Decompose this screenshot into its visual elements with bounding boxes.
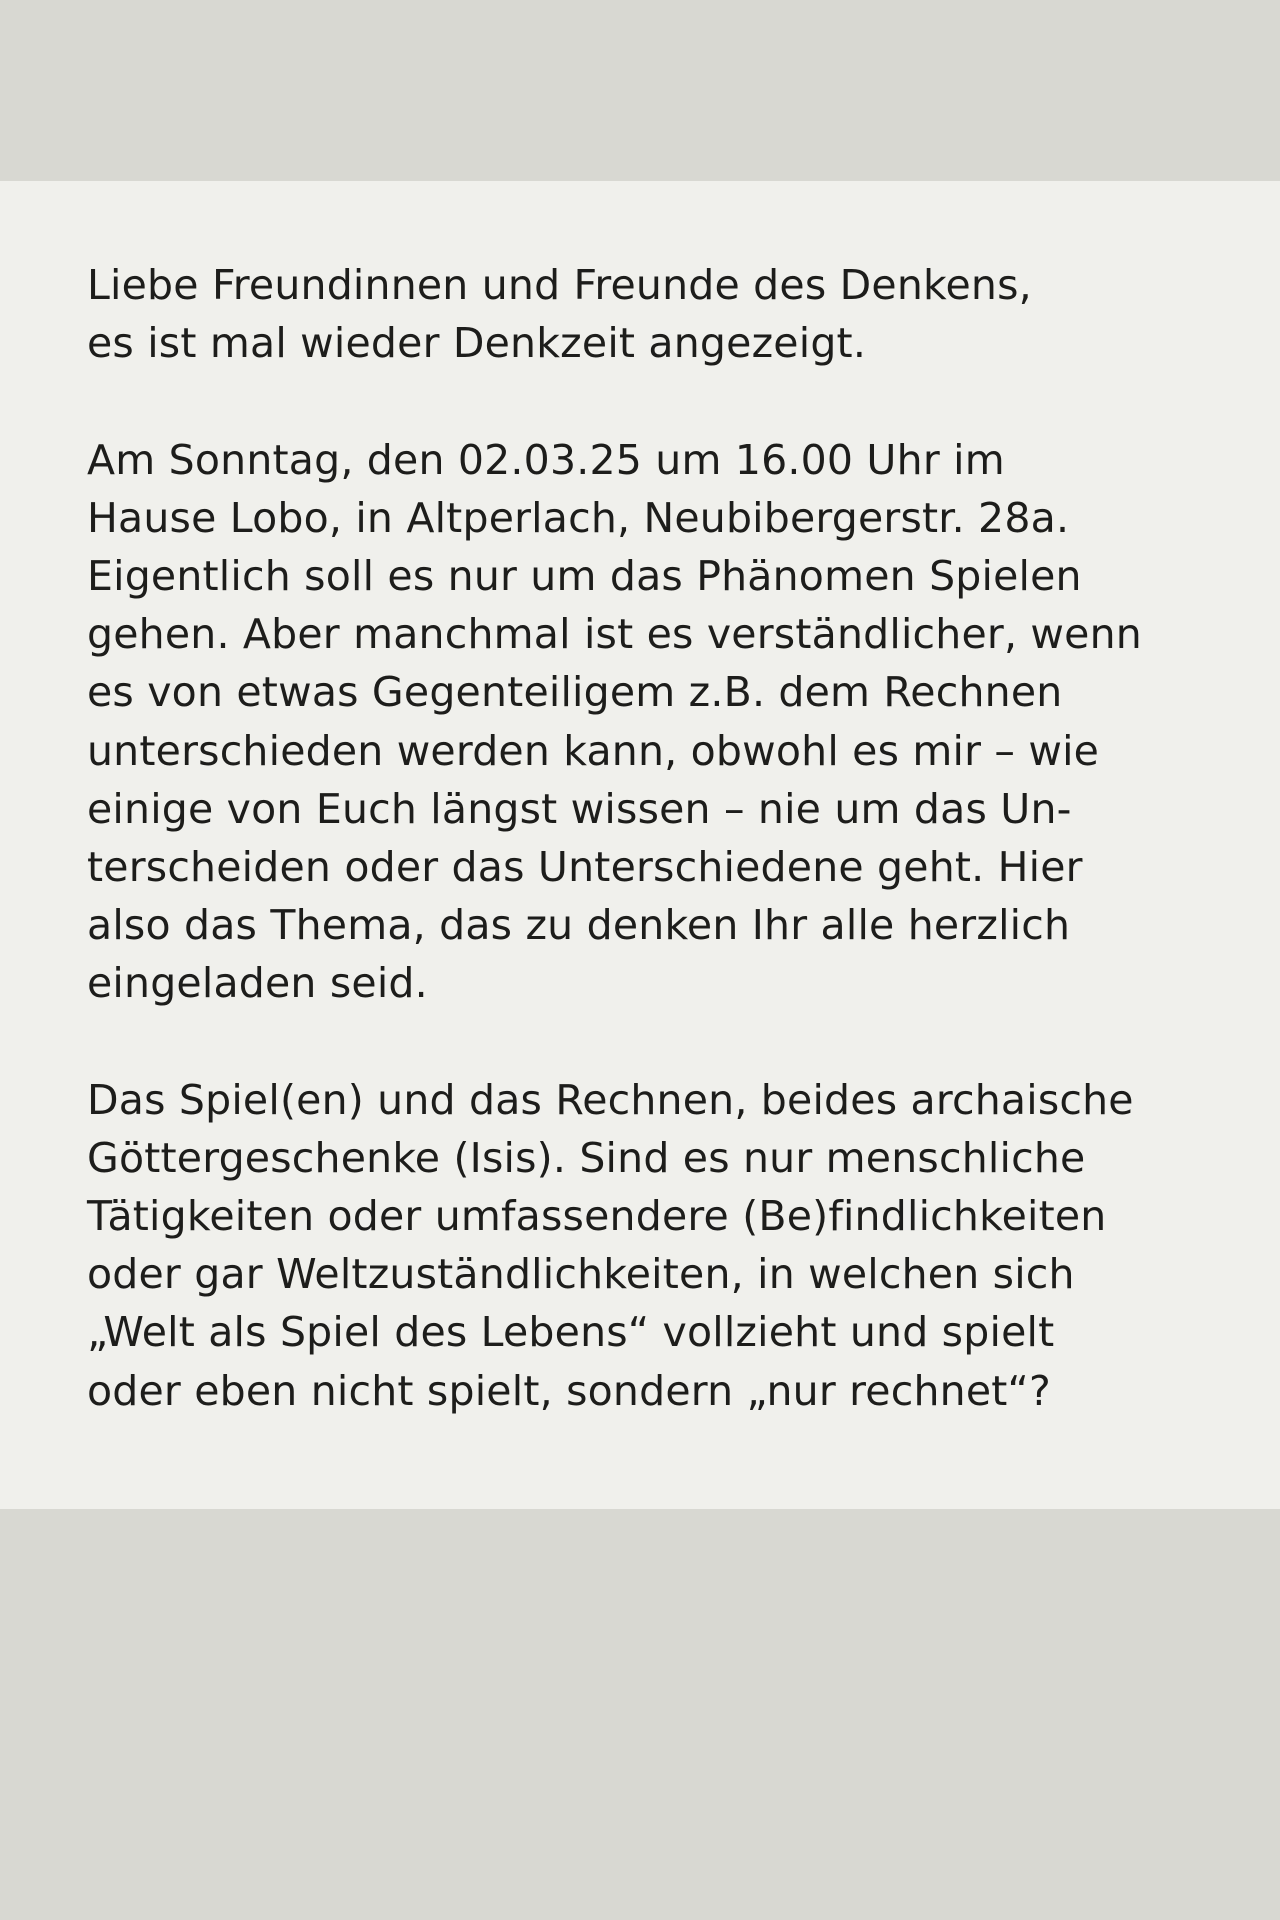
text-line: „Welt als Spiel des Lebens“ vollzieht und spielt — [87, 1308, 1055, 1357]
text-line: Eigentlich soll es nur um das Phänomen Spielen — [87, 551, 1082, 600]
text-line: also das Thema, das zu denken Ihr alle herzlich — [87, 901, 1071, 950]
text-line: Tätigkeiten oder umfassendere (Be)findlichkeiten — [87, 1192, 1107, 1240]
text-line: es von etwas Gegenteiligem z.B. dem Rechnen — [87, 668, 1063, 717]
topic-paragraph — [87, 1071, 1237, 1420]
text-line: gehen. Aber manchmal ist es verständlicher, wenn — [87, 610, 1142, 659]
text-line: unterschieden werden kann, obwohl es mir – wie — [87, 726, 1100, 775]
text-line: Göttergeschenke (Isis). Sind es nur menschliche — [87, 1133, 1086, 1182]
text-line: es ist mal wieder Denkzeit angezeigt. — [87, 319, 867, 368]
text-line: terscheiden oder das Unterschiedene geht. Hier — [87, 842, 1083, 891]
text-line: Liebe Freundinnen und Freunde des Denkens, — [87, 261, 1032, 309]
text-line: oder eben nicht spielt, sondern „nur rechnet“? — [87, 1366, 1051, 1415]
text-line: Am Sonntag, den 02.03.25 um 16.00 Uhr im — [87, 435, 1005, 484]
text-line: Hause Lobo, in Altperlach, Neubibergerstr. 28a. — [87, 493, 1070, 542]
text-line: oder gar Weltzuständlichkeiten, in welchen sich — [87, 1250, 1075, 1299]
text-line: Das Spiel(en) und das Rechnen, beides archaische — [87, 1075, 1134, 1124]
text-line: eingeladen seid. — [87, 959, 428, 1008]
text-line: einige von Euch längst wissen – nie um das Un- — [87, 784, 1072, 833]
greeting-paragraph — [87, 256, 1237, 372]
event-details-paragraph — [87, 431, 1237, 1013]
invitation-text — [87, 256, 1237, 1420]
